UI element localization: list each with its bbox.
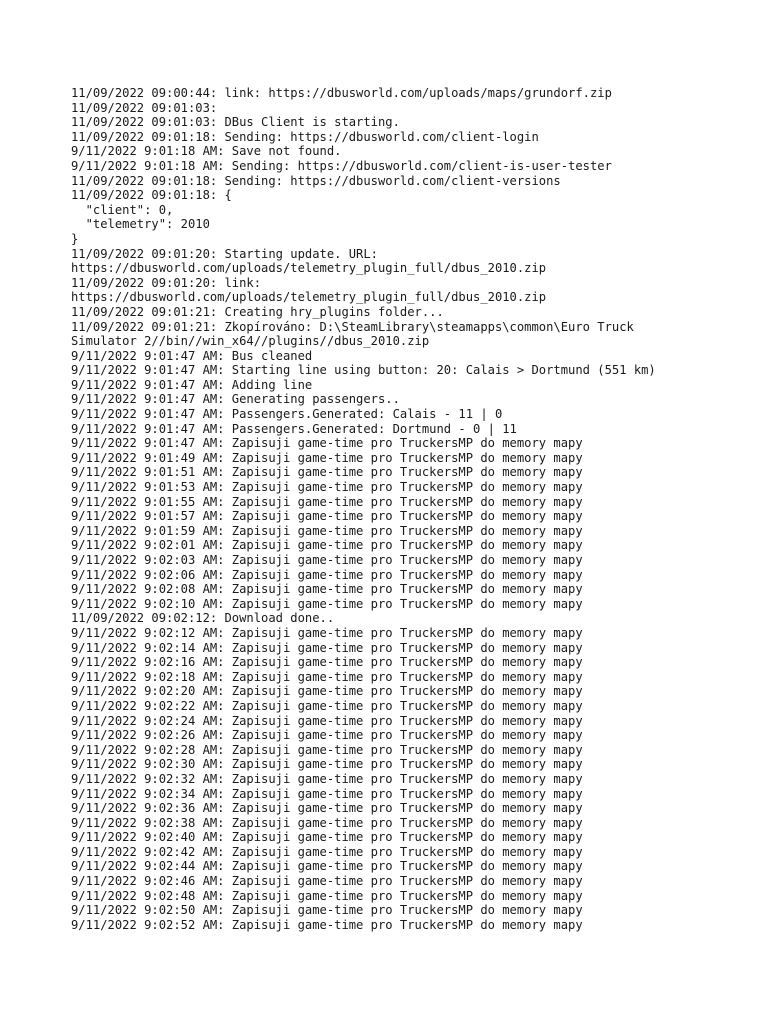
log-line: 9/11/2022 9:02:50 AM: Zapisuji game-time pro TruckersMP do memory mapy xyxy=(71,903,583,918)
log-line: 11/09/2022 09:01:20: link: xyxy=(71,275,262,290)
log-line: 11/09/2022 09:01:18: Sending: https://dbusworld.com/client-versions xyxy=(71,173,561,188)
log-line: 9/11/2022 9:02:36 AM: Zapisuji game-time pro TruckersMP do memory mapy xyxy=(71,801,583,816)
log-line: 9/11/2022 9:01:47 AM: Adding line xyxy=(71,377,313,392)
log-line: 9/11/2022 9:02:18 AM: Zapisuji game-time pro TruckersMP do memory mapy xyxy=(71,669,583,684)
log-line: 9/11/2022 9:02:30 AM: Zapisuji game-time pro TruckersMP do memory mapy xyxy=(71,757,583,772)
log-line: 11/09/2022 09:01:18: { xyxy=(71,188,232,203)
log-line: 9/11/2022 9:02:16 AM: Zapisuji game-time pro TruckersMP do memory mapy xyxy=(71,655,583,670)
log-line: 11/09/2022 09:01:03: DBus Client is starting. xyxy=(71,115,400,130)
log-line: 9/11/2022 9:02:20 AM: Zapisuji game-time pro TruckersMP do memory mapy xyxy=(71,684,583,699)
log-line: 9/11/2022 9:02:34 AM: Zapisuji game-time pro TruckersMP do memory mapy xyxy=(71,786,583,801)
log-line: 9/11/2022 9:02:08 AM: Zapisuji game-time pro TruckersMP do memory mapy xyxy=(71,582,583,597)
log-line: 11/09/2022 09:02:12: Download done.. xyxy=(71,611,335,626)
log-line: 9/11/2022 9:02:46 AM: Zapisuji game-time pro TruckersMP do memory mapy xyxy=(71,874,583,889)
log-line: 9/11/2022 9:02:24 AM: Zapisuji game-time pro TruckersMP do memory mapy xyxy=(71,713,583,728)
log-line: 9/11/2022 9:02:10 AM: Zapisuji game-time pro TruckersMP do memory mapy xyxy=(71,596,583,611)
log-line: 9/11/2022 9:01:47 AM: Zapisuji game-time pro TruckersMP do memory mapy xyxy=(71,436,583,451)
log-line: 9/11/2022 9:02:48 AM: Zapisuji game-time pro TruckersMP do memory mapy xyxy=(71,888,583,903)
log-line: 9/11/2022 9:02:42 AM: Zapisuji game-time pro TruckersMP do memory mapy xyxy=(71,844,583,859)
log-line: 9/11/2022 9:02:12 AM: Zapisuji game-time pro TruckersMP do memory mapy xyxy=(71,625,583,640)
log-line: 9/11/2022 9:01:51 AM: Zapisuji game-time pro TruckersMP do memory mapy xyxy=(71,465,583,480)
log-line: 9/11/2022 9:02:22 AM: Zapisuji game-time pro TruckersMP do memory mapy xyxy=(71,698,583,713)
log-line: 9/11/2022 9:01:47 AM: Generating passengers.. xyxy=(71,392,400,407)
log-line: 9/11/2022 9:02:40 AM: Zapisuji game-time pro TruckersMP do memory mapy xyxy=(71,830,583,845)
log-line: 9/11/2022 9:01:55 AM: Zapisuji game-time pro TruckersMP do memory mapy xyxy=(71,494,583,509)
log-line: 9/11/2022 9:02:14 AM: Zapisuji game-time pro TruckersMP do memory mapy xyxy=(71,640,583,655)
log-line: 9/11/2022 9:02:28 AM: Zapisuji game-time pro TruckersMP do memory mapy xyxy=(71,742,583,757)
log-line: 11/09/2022 09:01:20: Starting update. URL: xyxy=(71,246,378,261)
log-text-block xyxy=(71,86,761,932)
log-line: 9/11/2022 9:01:59 AM: Zapisuji game-time pro TruckersMP do memory mapy xyxy=(71,523,583,538)
log-line: 11/09/2022 09:01:21: Creating hry_plugins folder... xyxy=(71,304,444,319)
log-line: 9/11/2022 9:01:18 AM: Sending: https://dbusworld.com/client-is-user-tester xyxy=(71,158,612,173)
log-line: 9/11/2022 9:02:01 AM: Zapisuji game-time pro TruckersMP do memory mapy xyxy=(71,538,583,553)
log-line: 9/11/2022 9:02:44 AM: Zapisuji game-time pro TruckersMP do memory mapy xyxy=(71,859,583,874)
log-line: 9/11/2022 9:01:53 AM: Zapisuji game-time pro TruckersMP do memory mapy xyxy=(71,480,583,495)
log-line: 9/11/2022 9:01:49 AM: Zapisuji game-time pro TruckersMP do memory mapy xyxy=(71,450,583,465)
log-line: 9/11/2022 9:01:57 AM: Zapisuji game-time pro TruckersMP do memory mapy xyxy=(71,509,583,524)
log-line: "client": 0, xyxy=(71,202,174,217)
log-line: 9/11/2022 9:02:32 AM: Zapisuji game-time pro TruckersMP do memory mapy xyxy=(71,771,583,786)
log-line: 9/11/2022 9:01:47 AM: Passengers.Generated: Dortmund - 0 | 11 xyxy=(71,421,517,436)
log-line: 9/11/2022 9:01:18 AM: Save not found. xyxy=(71,144,342,159)
log-line: 9/11/2022 9:01:47 AM: Bus cleaned xyxy=(71,348,313,363)
log-line: Simulator 2//bin//win_x64//plugins//dbus_2010.zip xyxy=(71,334,430,349)
log-line: 9/11/2022 9:02:03 AM: Zapisuji game-time pro TruckersMP do memory mapy xyxy=(71,553,583,567)
log-line: 9/11/2022 9:01:47 AM: Passengers.Generated: Calais - 11 | 0 xyxy=(71,407,503,422)
log-line: 9/11/2022 9:02:26 AM: Zapisuji game-time pro TruckersMP do memory mapy xyxy=(71,728,583,743)
log-line: 9/11/2022 9:02:06 AM: Zapisuji game-time pro TruckersMP do memory mapy xyxy=(71,567,583,582)
log-line: 9/11/2022 9:01:47 AM: Starting line using button: 20: Calais > Dortmund (551 km) xyxy=(71,363,656,378)
log-line: https://dbusworld.com/uploads/telemetry_plugin_full/dbus_2010.zip xyxy=(71,261,547,276)
log-line: 9/11/2022 9:02:38 AM: Zapisuji game-time pro TruckersMP do memory mapy xyxy=(71,815,583,830)
log-line: 11/09/2022 09:00:44: link: https://dbusworld.com/uploads/maps/grundorf.zip xyxy=(71,86,612,100)
log-line: } xyxy=(71,231,79,246)
log-line: https://dbusworld.com/uploads/telemetry_plugin_full/dbus_2010.zip xyxy=(71,290,547,305)
log-line: 11/09/2022 09:01:21: Zkopírováno: D:\SteamLibrary\steamapps\common\Euro Truck xyxy=(71,319,634,334)
log-line: 11/09/2022 09:01:03: xyxy=(71,100,218,115)
log-line: 11/09/2022 09:01:18: Sending: https://dbusworld.com/client-login xyxy=(71,129,539,144)
log-line: "telemetry": 2010 xyxy=(71,217,210,232)
log-line: 9/11/2022 9:02:52 AM: Zapisuji game-time pro TruckersMP do memory mapy xyxy=(71,917,583,932)
